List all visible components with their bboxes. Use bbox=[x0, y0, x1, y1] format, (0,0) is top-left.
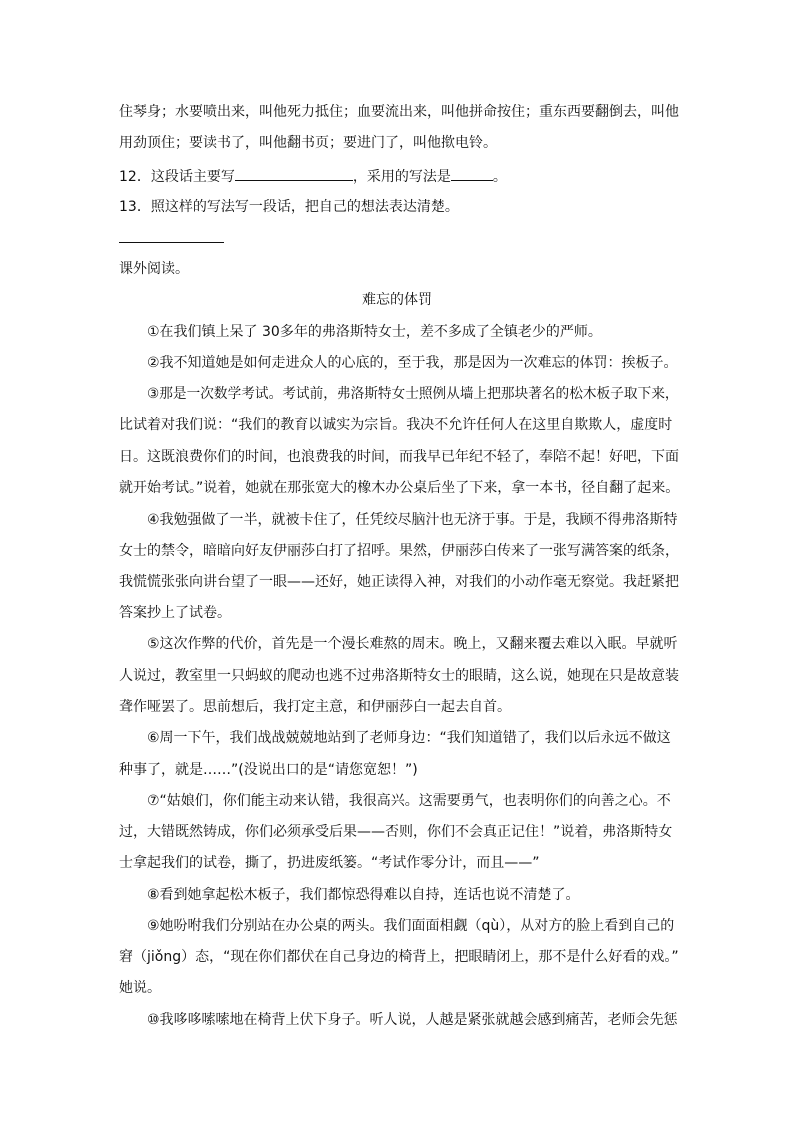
story-line: ⑩我哆哆嗦嗦地在椅背上伏下身子。听人说，人越是紧张就越会感到痛苦，老师会先惩 bbox=[147, 1012, 678, 1028]
question-12-text-b: ，采用的写法是 bbox=[352, 169, 451, 185]
story-line: 种事了，就是……”(没说出口的是“请您宽恕！”) bbox=[119, 762, 418, 778]
story-line: 士拿起我们的试卷，撕了，扔进废纸篓。“考试作零分计，而且——” bbox=[119, 855, 540, 871]
story-line: 过，大错既然铸成，你们必须承受后果——否则，你们不会真正记住！”说着，弗洛斯特女 bbox=[119, 824, 673, 840]
story-line: 人说过，教室里一只蚂蚁的爬动也逃不过弗洛斯特女士的眼睛，这么说，她现在只是故意装 bbox=[119, 668, 679, 684]
section-label: 课外阅读。 bbox=[119, 261, 189, 277]
question-12-blank-1[interactable] bbox=[235, 166, 353, 181]
story-line: ⑦“姑娘们，你们能主动来认错，我很高兴。这需要勇气，也表明你们的向善之心。不 bbox=[147, 793, 671, 809]
answer-line[interactable] bbox=[119, 242, 224, 243]
story-line: 窘（jiǒng）态，“现在你们都伏在自己身边的椅背上，把眼睛闭上，那不是什么好看的戏。” bbox=[119, 949, 679, 965]
story-line: 日。这既浪费你们的时间，也浪费我的时间，而我早已年纪不轻了，奉陪不起！好吧，下面 bbox=[119, 449, 679, 465]
story-title: 难忘的体罚 bbox=[362, 292, 432, 308]
story-line: ①在我们镇上呆了 30多年的弗洛斯特女士，差不多成了全镇老少的严师。 bbox=[147, 324, 602, 340]
story-line: 女士的禁令，暗暗向好友伊丽莎白打了招呼。果然，伊丽莎白传来了一张写满答案的纸条， bbox=[119, 543, 679, 559]
story-line: 我慌慌张张向讲台望了一眼——还好，她正读得入神，对我们的小动作毫无察觉。我赶紧把 bbox=[119, 574, 679, 590]
story-line: 答案抄上了试卷。 bbox=[119, 605, 231, 621]
story-line: ⑧看到她拿起松木板子，我们都惊恐得难以自持，连话也说不清楚了。 bbox=[147, 887, 580, 903]
story-line: 聋作哑罢了。思前想后，我打定主意，和伊丽莎白一起去自首。 bbox=[119, 699, 511, 715]
story-line: ②我不知道她是如何走进众人的心底的，至于我，那是因为一次难忘的体罚：挨板子。 bbox=[147, 355, 678, 371]
story-line: ⑥周一下午，我们战战兢兢地站到了老师身边：“我们知道错了，我们以后永远不做这 bbox=[147, 730, 671, 746]
story-line: 就开始考试。”说着，她就在那张宽大的橡木办公桌后坐了下来，拿一本书，径自翻了起来。 bbox=[119, 480, 680, 496]
question-12-text-c: 。 bbox=[492, 169, 507, 185]
intro-line-1: 住琴身；水要喷出来，叫他死力抵住；血要流出来，叫他拼命按住；重东西要翻倒去，叫他 bbox=[119, 104, 679, 120]
story-line: 比试着对我们说：“我们的教育以诚实为宗旨。我决不允许任何人在这里自欺欺人，虚度时 bbox=[119, 417, 673, 433]
story-line: ⑨她吩咐我们分别站在办公桌的两头。我们面面相觑（qù），从对方的脸上看到自己的 bbox=[147, 918, 675, 934]
intro-line-2: 用劲顶住；要读书了，叫他翻书页；要进门了，叫他揿电铃。 bbox=[119, 135, 497, 151]
question-13: 13．照这样的写法写一段话，把自己的想法表达清楚。 bbox=[119, 199, 459, 215]
story-line: ④我勉强做了一半，就被卡住了，任凭绞尽脑汁也无济于事。于是，我顾不得弗洛斯特 bbox=[147, 512, 678, 528]
question-12 bbox=[119, 166, 679, 187]
question-12-blank-2[interactable] bbox=[451, 166, 493, 181]
story-line: ③那是一次数学考试。考试前，弗洛斯特女士照例从墙上把那块著名的松木板子取下来， bbox=[147, 386, 679, 402]
question-12-text-a: 12．这段话主要写 bbox=[119, 169, 235, 185]
story-line: ⑤这次作弊的代价，首先是一个漫长难熬的周末。晚上，又翻来覆去难以入眠。早就听 bbox=[147, 636, 678, 652]
story-line: 她说。 bbox=[119, 980, 161, 996]
